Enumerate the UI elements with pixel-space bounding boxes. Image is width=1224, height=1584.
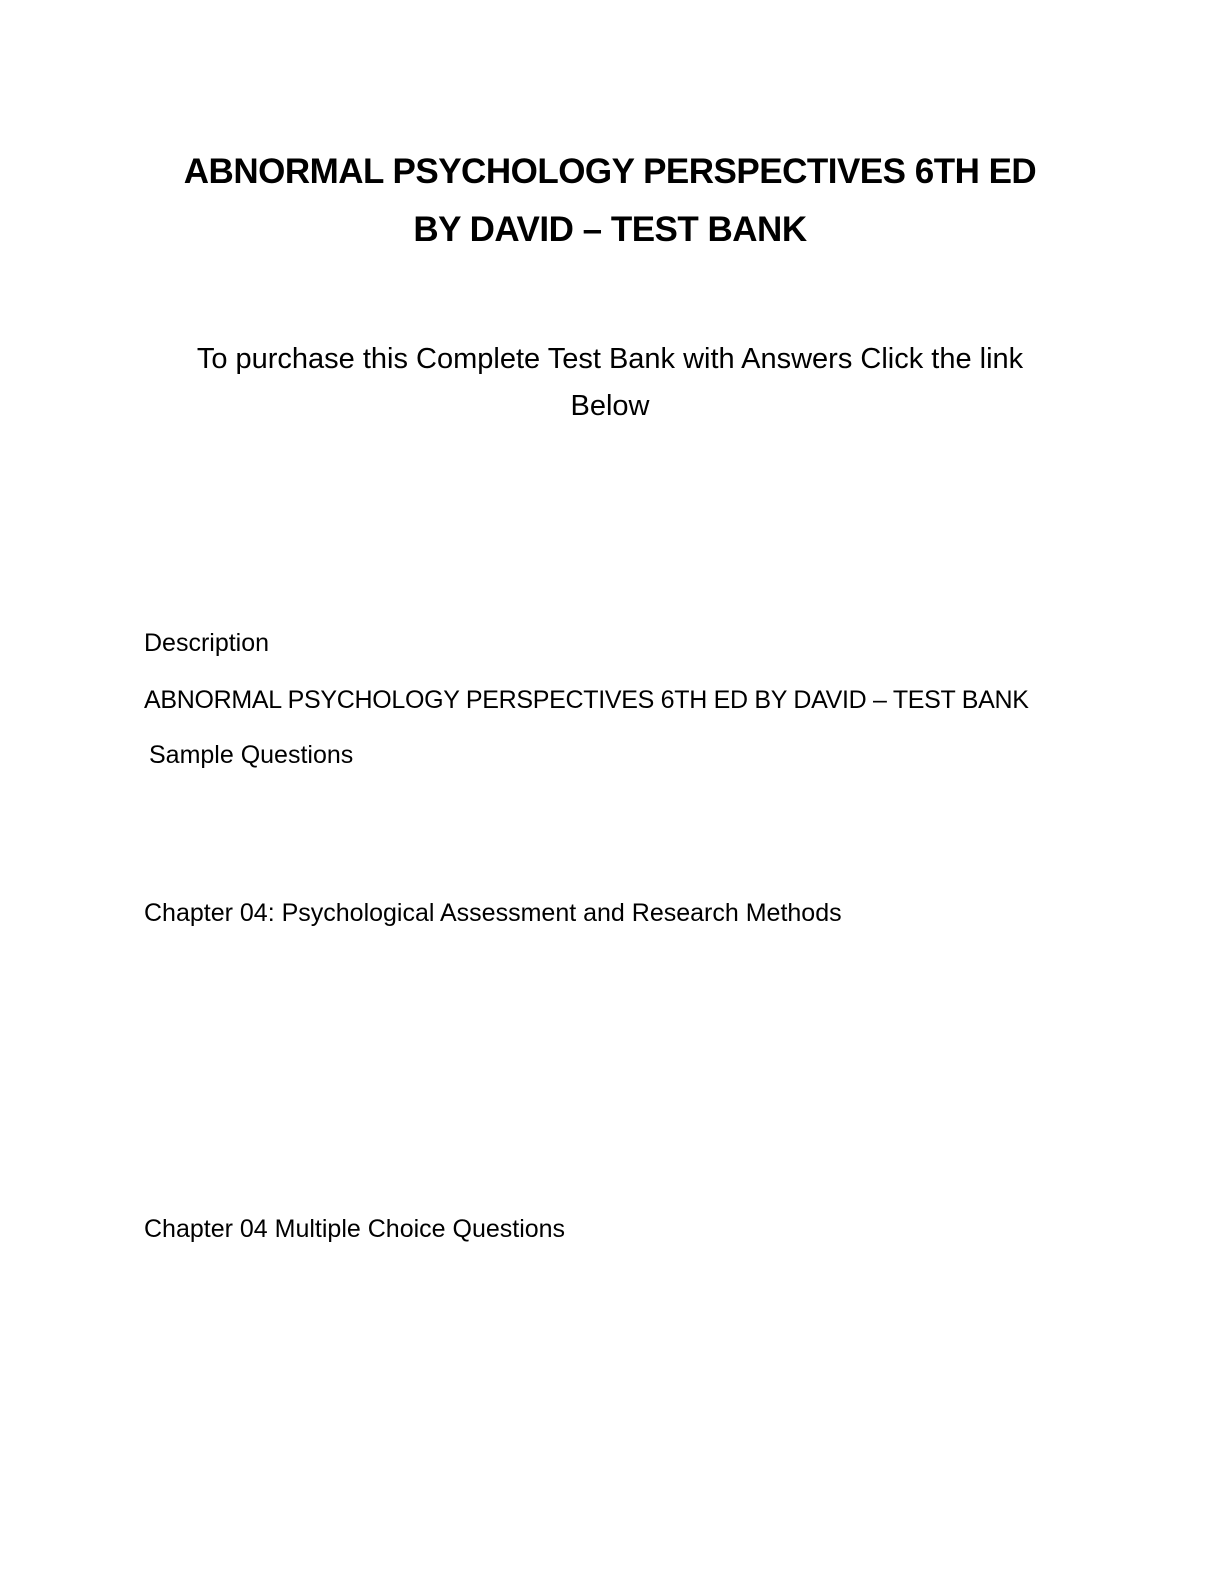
chapter-heading: Chapter 04: Psychological Assessment and Research Methods [144,899,842,927]
purchase-note-line-1: To purchase this Complete Test Bank with Answers Click the link [196,343,1024,375]
description-text: ABNORMAL PSYCHOLOGY PERSPECTIVES 6TH ED BY DAVID – TEST BANK [144,686,1029,714]
sample-questions-label: Sample Questions [149,741,354,769]
document-title-line-2: BY DAVID – TEST BANK [413,210,807,249]
purchase-note-line-2: Below [570,390,650,422]
description-label: Description [144,629,270,657]
mcq-heading: Chapter 04 Multiple Choice Questions [144,1215,566,1243]
document-title-line-1: ABNORMAL PSYCHOLOGY PERSPECTIVES 6TH ED [183,152,1037,191]
